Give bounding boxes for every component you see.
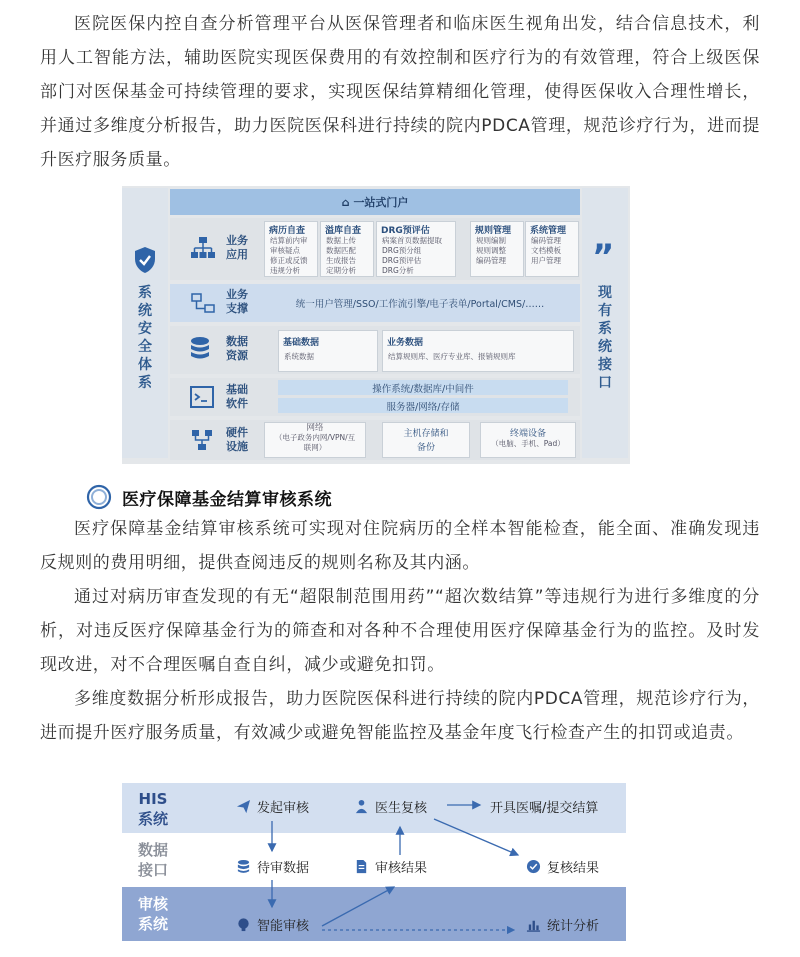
data-resource-label: 数据资源 [226, 335, 248, 362]
hardware-label: 硬件设施 [226, 426, 248, 453]
paragraph-2: 通过对病历审查发现的有无“超限制范围用药”“超次数结算”等违规行为进行多维度的分析，对违反医疗保障基金行为的筛查和对各种不合理使用医疗保障基金行为的监控。及时发现改进，对不合理医嘱自查自纠，减少或避免扣罚。 [40, 587, 760, 675]
circle-bullet-icon [86, 484, 112, 510]
business-app-row [170, 218, 580, 280]
business-support-row [170, 284, 580, 322]
terminal-icon [190, 386, 214, 408]
paragraph-1: 医疗保障基金结算审核系统可实现对住院病历的全样本智能检查，能全面、准确发现违反规则的费用明细，提供查阅违反的规则名称及其内涵。 [40, 519, 760, 573]
business-support-label: 业务支撑 [226, 288, 248, 315]
base-software-label: 基础软件 [226, 383, 248, 410]
section-title: 医疗保障基金结算审核系统 [122, 490, 332, 510]
shield-icon [133, 246, 157, 274]
his-label: HIS 系统 [137, 790, 168, 828]
existing-interface-column [582, 188, 628, 458]
database-icon [236, 859, 251, 874]
audit-flow-diagram [122, 783, 626, 941]
node-prescribe: 开具医嘱/提交结算 [490, 801, 599, 816]
interface-label: 数据 接口 [137, 841, 168, 879]
network-box: 网络 （电子政务内网/VPN/互 联网） [264, 422, 366, 458]
portal-bar [170, 189, 580, 215]
architecture-diagram [122, 186, 630, 464]
app-box-medical-record: 病历自查 结算前内审 审核疑点 修正或反馈 违规分析 [264, 221, 318, 277]
support-content: 统一用户管理/SSO/工作流引擎/电子表单/Portal/CMS/…… [295, 299, 545, 310]
business-app-label: 业务应用 [226, 234, 248, 261]
server-bar: 服务器/网络/存储 [278, 398, 568, 413]
database-icon [190, 336, 214, 364]
host-storage-box: 主机存储和 备份 [382, 422, 470, 458]
node-audit-result: 审核结果 [354, 857, 427, 876]
app-box-overflow: 溢库自查 数据上传 数据匹配 生成报告 定期分析 [320, 221, 374, 277]
node-smart-audit: 智能审核 [236, 915, 309, 934]
app-box-system: 系统管理 编码管理 文档模板 用户管理 [525, 221, 579, 277]
terminal-device-box: 终端设备 （电脑、手机、Pad） [480, 422, 576, 458]
document-icon [354, 859, 369, 874]
doctor-icon [354, 799, 369, 814]
hardware-icon [190, 428, 214, 452]
node-review-result: 复核结果 [526, 857, 599, 876]
os-db-bar: 操作系统/数据库/中间件 [278, 380, 568, 395]
node-pending-data: 待审数据 [236, 857, 309, 876]
send-icon [236, 799, 251, 814]
paragraph-3: 多维度数据分析形成报告，助力医院医保科进行持续的院内PDCA管理，规范诊疗行为，进而提升医疗服务质量，有效减少或避免智能监控及基金年度飞行检查产生的扣罚或追责。 [40, 689, 760, 743]
home-icon: ⌂ [341, 195, 350, 209]
org-chart-icon [190, 236, 216, 260]
hardware-row [170, 420, 580, 460]
portal-label: 一站式门户 [353, 196, 409, 209]
node-stats: 统计分析 [526, 915, 599, 934]
check-circle-icon [526, 859, 541, 874]
left-side-label: 系统安全体系 [138, 285, 152, 391]
app-box-drg: DRG预评估 病案首页数据提取 DRG预分组 DRG预评估 DRG分析 [376, 221, 456, 277]
node-start-audit: 发起审核 [236, 797, 309, 816]
bar-chart-icon [526, 917, 541, 932]
node-doctor-review: 医生复核 [354, 797, 427, 816]
bulb-icon [236, 917, 251, 932]
quote-icon: ” [592, 237, 615, 277]
business-data-box: 业务数据 结算规则库、医疗专业库、报销规则库 [382, 330, 574, 372]
audit-label: 审核 系统 [137, 895, 168, 933]
base-software-row [170, 378, 580, 416]
intro-paragraph: 医院医保内控自查分析管理平台从医保管理者和临床医生视角出发，结合信息技术，利用人工智能方法，辅助医院实现医保费用的有效控制和医疗行为的有效管理，符合上级医保部门对医保基金可持续管理的要求，实现医保结算精细化管理，使得医保收入合理性增长，并通过多维度分析报告，助力医院医保科进行持续的院内PDCA管理，规范诊疗行为，进而提升医疗服务质量。 [40, 14, 760, 170]
data-resource-row [170, 326, 580, 374]
security-system-column [122, 188, 168, 458]
network-icon [190, 293, 216, 313]
app-box-rules: 规则管理 规则编制 规则调整 编码管理 [470, 221, 524, 277]
right-side-label: 现有系统接口 [598, 285, 612, 391]
basic-data-box: 基础数据 系统数据 [278, 330, 378, 372]
